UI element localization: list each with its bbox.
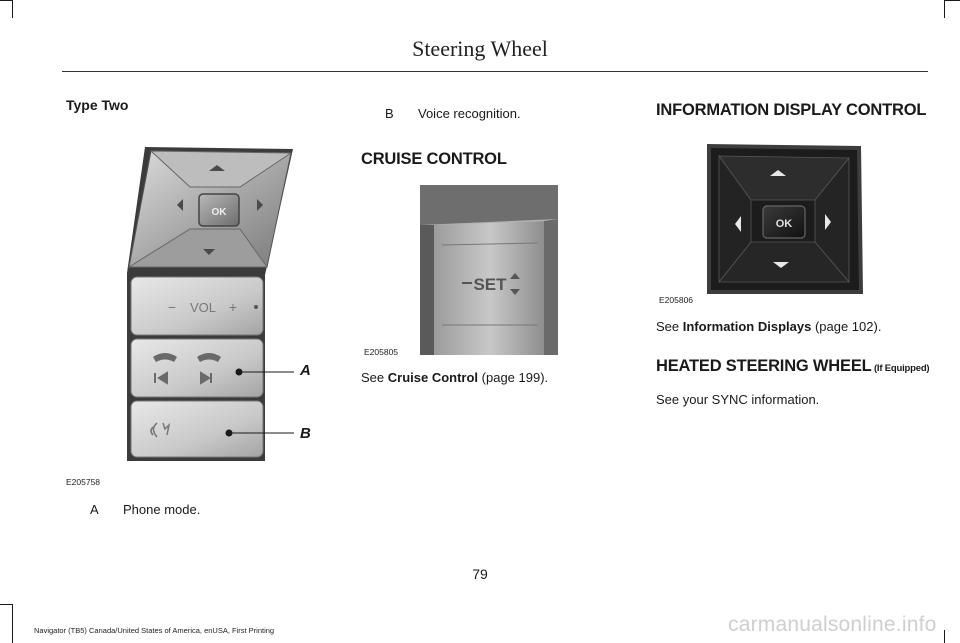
crop-mark (944, 630, 945, 643)
cruise-control-reference: See Cruise Control (page 199). (361, 370, 549, 385)
sync-info-text: See your SYNC information. (656, 392, 820, 407)
callout-a: A (300, 362, 311, 379)
vol-plus-label: + (228, 299, 238, 315)
crop-mark (12, 0, 13, 18)
callout-lines (230, 360, 330, 450)
watermark: carmanualsonline.info (728, 613, 937, 636)
cruise-control-figure (420, 185, 558, 355)
crop-mark (12, 604, 13, 643)
figure-id-e205806: E205806 (659, 295, 694, 305)
cruise-control-heading: CRUISE CONTROL (361, 150, 507, 168)
vol-label: VOL (189, 300, 217, 315)
information-displays-link[interactable]: Information Displays (682, 319, 812, 334)
information-display-control-heading: INFORMATION DISPLAY CONTROL (656, 101, 927, 119)
information-display-figure (703, 142, 865, 296)
crop-mark (0, 0, 12, 1)
definition-letter-b: B (385, 106, 394, 121)
type-two-subheading: Type Two (66, 97, 129, 113)
callout-b: B (300, 425, 311, 442)
page-title: Steering Wheel (412, 36, 548, 61)
callout-dot-vol (254, 305, 258, 309)
definition-text-a: Phone mode. (123, 502, 201, 517)
figure-id-e205758: E205758 (66, 477, 101, 487)
information-displays-reference: See Information Displays (page 102). (656, 319, 882, 334)
cruise-control-link[interactable]: Cruise Control (387, 370, 479, 385)
crop-mark (944, 0, 960, 1)
crop-mark (0, 604, 12, 605)
crop-mark (944, 0, 945, 18)
definition-letter-a: A (90, 502, 99, 517)
page-number: 79 (472, 566, 488, 582)
vol-minus-label: − (167, 299, 177, 315)
ok-label: OK (211, 207, 227, 218)
set-label: SET (473, 275, 507, 294)
footer-text: Navigator (TB5) Canada/United States of America, enUSA, First Printing (34, 626, 275, 635)
definition-text-b: Voice recognition. (418, 106, 521, 121)
heated-steering-wheel-heading: HEATED STEERING WHEEL (If Equipped) (656, 357, 930, 375)
figure-id-e205805: E205805 (364, 347, 399, 357)
info-ok-label: OK (775, 218, 793, 230)
header-rule (62, 71, 928, 72)
